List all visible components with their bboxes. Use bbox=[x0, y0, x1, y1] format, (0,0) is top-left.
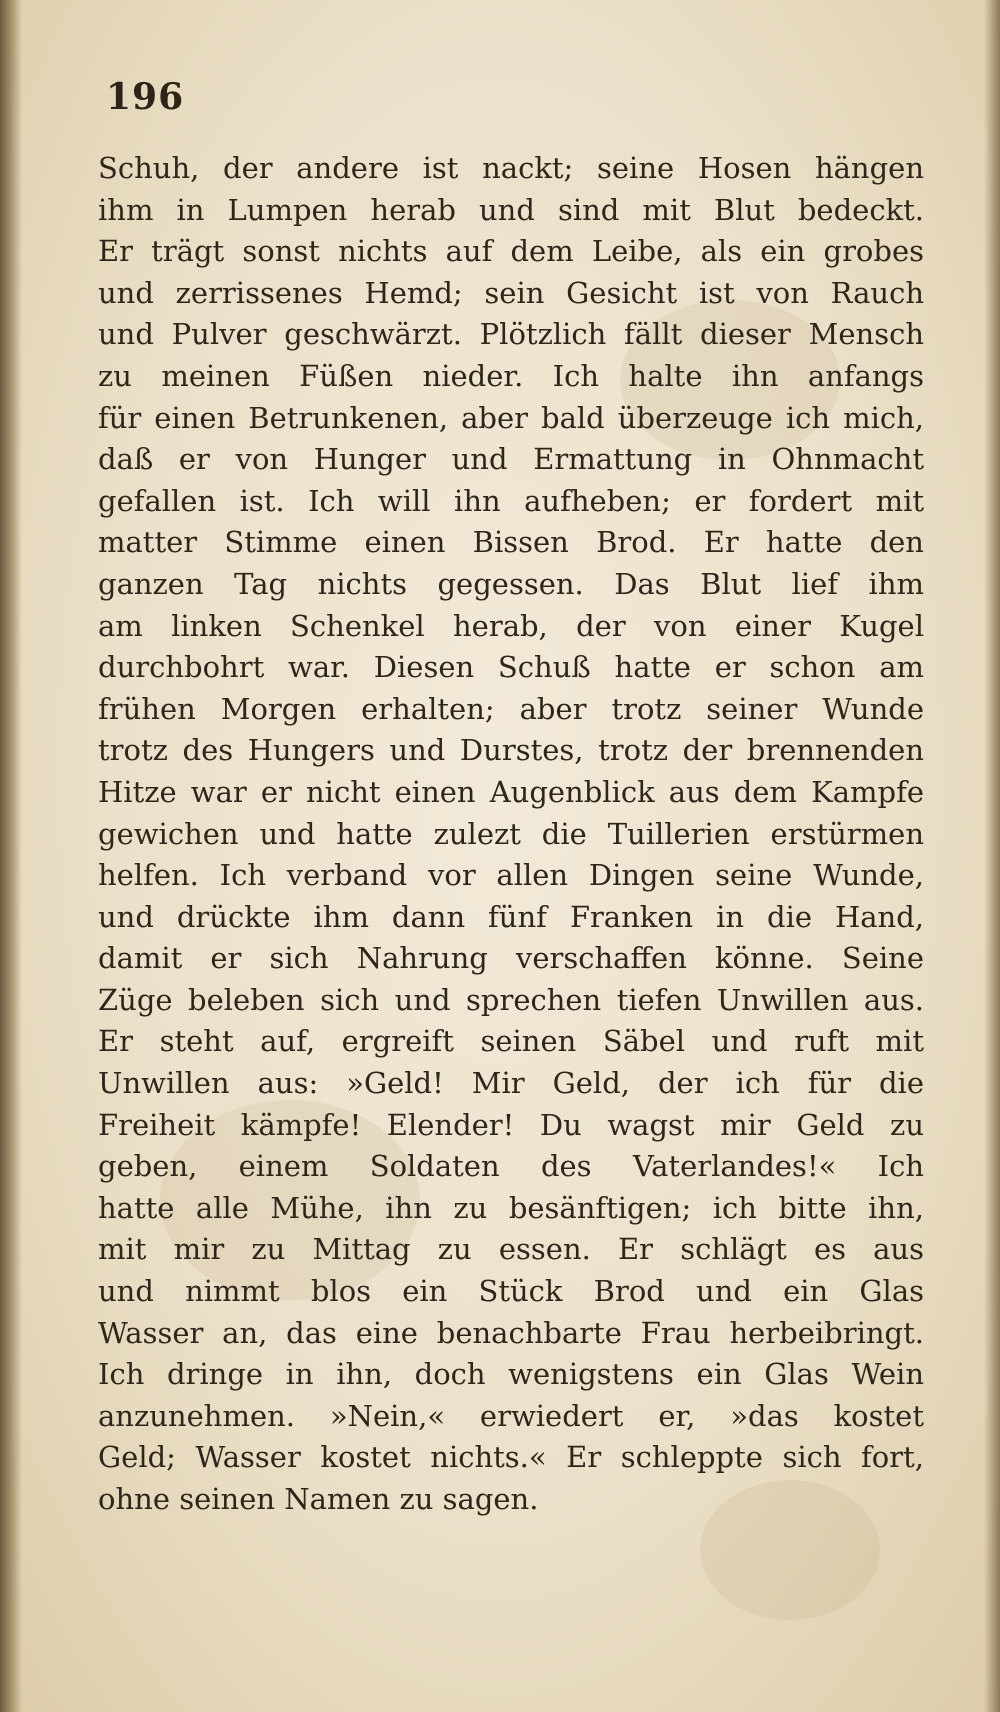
text-line: Wasser an, das eine benachbarte Frau herbeibringt. bbox=[98, 1315, 924, 1350]
text-line: ihm in Lumpen herab und sind mit Blut bedeckt. bbox=[98, 192, 924, 227]
text-line: anzunehmen. »Nein,« erwiedert er, »das kostet bbox=[98, 1398, 924, 1433]
text-line: mit mir zu Mittag zu essen. Er schlägt es aus bbox=[98, 1232, 924, 1267]
text-line: hatte alle Mühe, ihn zu besänftigen; ich bitte ihn, bbox=[98, 1190, 924, 1225]
text-line: gefallen ist. Ich will ihn aufheben; er fordert mit bbox=[98, 483, 924, 518]
text-line: Schuh, der andere ist nackt; seine Hosen hängen bbox=[98, 151, 924, 185]
text-line: am linken Schenkel herab, der von einer Kugel bbox=[98, 608, 924, 643]
text-line: Er steht auf, ergreift seinen Säbel und ruft mit bbox=[98, 1024, 924, 1059]
body-text bbox=[98, 148, 924, 1521]
text-line: Ich dringe in ihn, doch wenigstens ein Glas Wein bbox=[98, 1357, 924, 1392]
text-line: Er trägt sonst nichts auf dem Leibe, als ein grobes bbox=[98, 234, 924, 269]
text-line: Unwillen aus: »Geld! Mir Geld, der ich für die bbox=[98, 1066, 924, 1101]
text-line: Freiheit kämpfe! Elender! Du wagst mir Geld zu bbox=[98, 1107, 924, 1142]
text-line: und drückte ihm dann fünf Franken in die Hand, bbox=[98, 899, 924, 934]
text-line: durchbohrt war. Diesen Schuß hatte er schon am bbox=[98, 650, 924, 685]
text-line: daß er von Hunger und Ermattung in Ohnmacht bbox=[98, 442, 924, 477]
page-right-edge bbox=[984, 0, 1000, 1712]
page-number: 196 bbox=[106, 76, 185, 118]
text-line: Züge beleben sich und sprechen tiefen Unwillen aus. bbox=[98, 982, 924, 1017]
text-line: Hitze war er nicht einen Augenblick aus dem Kampfe bbox=[98, 774, 924, 809]
text-line: helfen. Ich verband vor allen Dingen seine Wunde, bbox=[98, 858, 924, 893]
text-line: frühen Morgen erhalten; aber trotz seiner Wunde bbox=[98, 691, 924, 726]
text-line: und zerrissenes Hemd; sein Gesicht ist von Rauch bbox=[98, 275, 924, 310]
text-line: für einen Betrunkenen, aber bald überzeuge ich mich, bbox=[98, 400, 924, 435]
text-line: Geld; Wasser kostet nichts.« Er schleppte sich fort, bbox=[98, 1440, 924, 1475]
text-line: und nimmt blos ein Stück Brod und ein Glas bbox=[98, 1274, 924, 1309]
text-line: damit er sich Nahrung verschaffen könne. Seine bbox=[98, 941, 924, 976]
text-line: gewichen und hatte zulezt die Tuillerien erstürmen bbox=[98, 816, 924, 851]
text-line: und Pulver geschwärzt. Plötzlich fällt dieser Mensch bbox=[98, 317, 924, 352]
text-line: ohne seinen Namen zu sagen. bbox=[98, 1482, 539, 1516]
text-line: ganzen Tag nichts gegessen. Das Blut lief ihm bbox=[98, 566, 924, 601]
text-line: geben, einem Soldaten des Vaterlandes!« Ich bbox=[98, 1149, 924, 1184]
page-left-edge bbox=[0, 0, 22, 1712]
text-line: trotz des Hungers und Durstes, trotz der brennenden bbox=[98, 733, 924, 768]
text-line: matter Stimme einen Bissen Brod. Er hatte den bbox=[98, 525, 924, 560]
text-line: zu meinen Füßen nieder. Ich halte ihn anfangs bbox=[98, 358, 924, 393]
